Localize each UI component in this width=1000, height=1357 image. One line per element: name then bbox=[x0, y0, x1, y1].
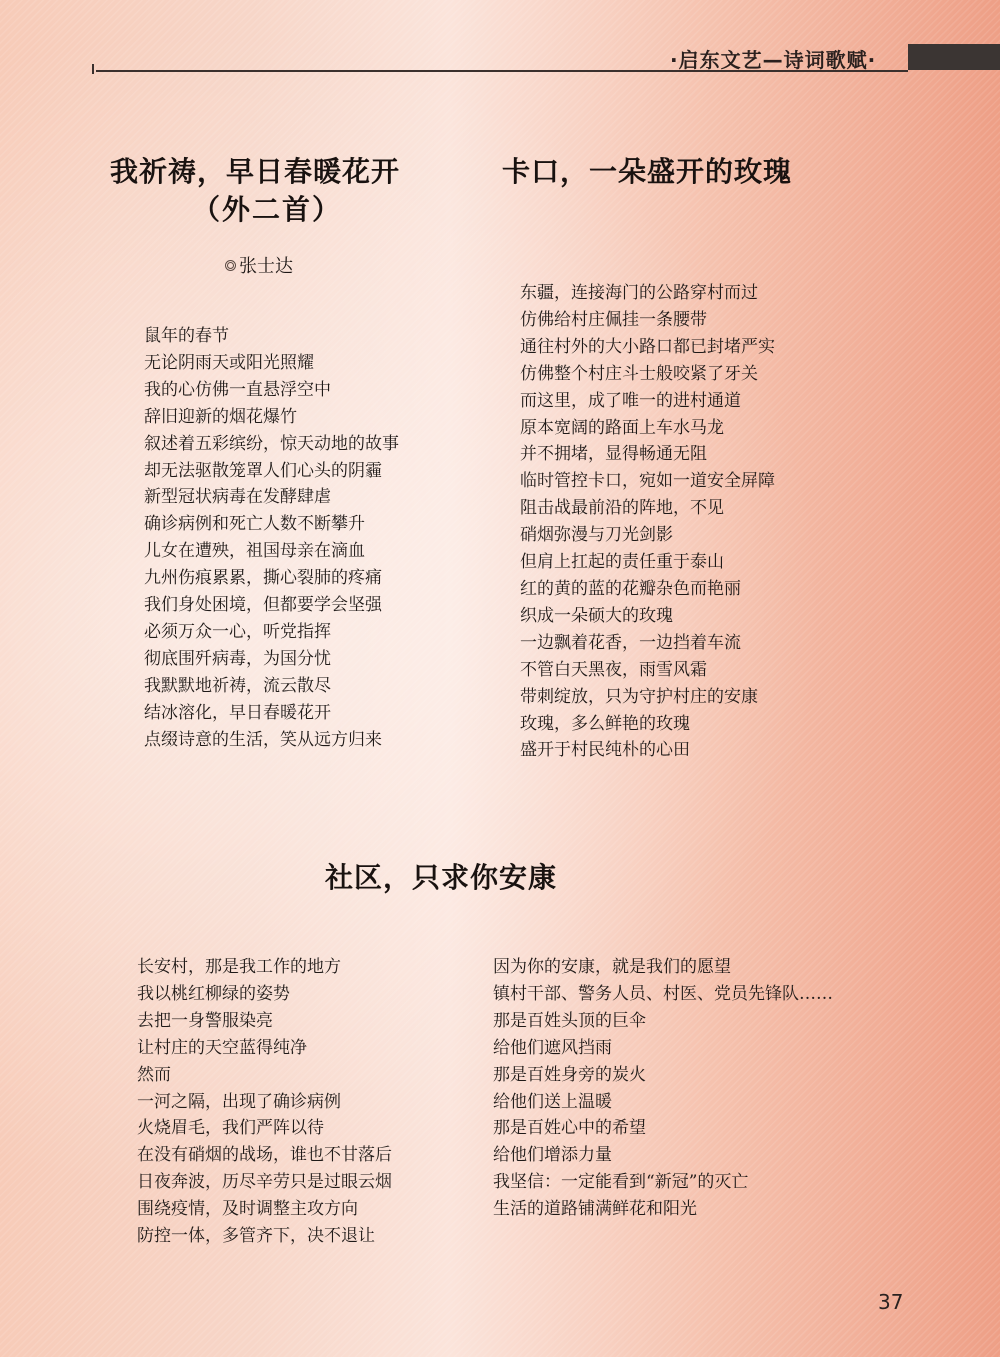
poem-line: 那是百姓头顶的巨伞 bbox=[493, 1010, 646, 1031]
poem-line: 却无法驱散笼罩人们心头的阴霾 bbox=[144, 460, 382, 481]
poem-line: 儿女在遭殃，祖国母亲在滴血 bbox=[144, 541, 365, 562]
poem-line: 一边飘着花香，一边挡着车流 bbox=[520, 632, 741, 653]
poem-line: 红的黄的蓝的花瓣杂色而艳丽 bbox=[520, 578, 741, 599]
poem-line: 盛开于村民纯朴的心田 bbox=[520, 740, 690, 761]
poem-line: 临时管控卡口，宛如一道安全屏障 bbox=[520, 471, 775, 492]
poem-line: 生活的道路铺满鲜花和阳光 bbox=[493, 1199, 697, 1220]
poem-line: 因为你的安康，就是我们的愿望 bbox=[493, 957, 731, 977]
poem-line: 围绕疫情，及时调整主攻方向 bbox=[137, 1199, 358, 1220]
poem-line: 原本宽阔的路面上车水马龙 bbox=[520, 417, 724, 438]
poem-line: 镇村干部、警务人员、村医、党员先锋队…… bbox=[493, 983, 833, 1004]
poem-line: 辞旧迎新的烟花爆竹 bbox=[144, 406, 297, 427]
poem-line: 火烧眉毛，我们严阵以待 bbox=[137, 1118, 324, 1139]
author-name: 张士达 bbox=[239, 256, 293, 277]
poem-line: 我默默地祈祷，流云散尽 bbox=[144, 675, 331, 696]
poem-line: 给他们遮风挡雨 bbox=[493, 1037, 612, 1058]
poem-line: 叙述着五彩缤纷，惊天动地的故事 bbox=[144, 433, 399, 454]
poem-1-subtitle: （外二首） bbox=[192, 193, 343, 226]
poem-line: 让村庄的天空蓝得纯净 bbox=[137, 1037, 307, 1058]
poem-line: 新型冠状病毒在发酵肆虐 bbox=[144, 487, 331, 508]
poem-line: 仿佛整个村庄斗士般咬紧了牙关 bbox=[520, 363, 758, 384]
header-rule-tick bbox=[92, 64, 94, 74]
poem-3-body-left bbox=[137, 954, 392, 1250]
poem-line: 不管白天黑夜，雨雪风霜 bbox=[520, 659, 707, 680]
poem-2-title: 卡口，一朵盛开的玫瑰 bbox=[502, 155, 793, 188]
poem-line: 在没有硝烟的战场，谁也不甘落后 bbox=[137, 1145, 392, 1166]
poem-line: 但肩上扛起的责任重于泰山 bbox=[520, 552, 724, 573]
poem-1-title: 我祈祷，早日春暖花开 bbox=[110, 155, 401, 188]
poem-line: 确诊病例和死亡人数不断攀升 bbox=[144, 514, 365, 535]
page-number: 37 bbox=[878, 1290, 904, 1314]
running-header: ·启东文艺—诗词歌赋· bbox=[670, 48, 877, 72]
poem-line: 我坚信：一定能看到“新冠”的灭亡 bbox=[493, 1172, 749, 1193]
poem-line: 并不拥堵，显得畅通无阻 bbox=[520, 444, 707, 465]
poem-line: 我以桃红柳绿的姿势 bbox=[137, 983, 290, 1004]
poem-3-title: 社区，只求你安康 bbox=[325, 861, 558, 894]
header-color-block bbox=[908, 44, 1000, 70]
poem-line: 我的心仿佛一直悬浮空中 bbox=[144, 379, 331, 400]
double-circle-icon bbox=[225, 260, 236, 271]
poem-1-body bbox=[144, 323, 399, 754]
poem-line: 日夜奔波，历尽辛劳只是过眼云烟 bbox=[137, 1172, 392, 1193]
poem-line: 那是百姓身旁的炭火 bbox=[493, 1064, 646, 1085]
poem-line: 彻底围歼病毒，为国分忧 bbox=[144, 648, 331, 669]
poem-line: 九州伤痕累累，撕心裂肺的疼痛 bbox=[144, 568, 382, 589]
poem-line: 带刺绽放，只为守护村庄的安康 bbox=[520, 686, 758, 707]
poem-line: 硝烟弥漫与刀光剑影 bbox=[520, 525, 673, 546]
poem-line: 给他们增添力量 bbox=[493, 1145, 612, 1166]
poem-line: 必须万众一心，听党指挥 bbox=[144, 621, 331, 642]
poem-line: 去把一身警服染亮 bbox=[137, 1010, 273, 1031]
poem-line: 那是百姓心中的希望 bbox=[493, 1118, 646, 1139]
poem-2-body bbox=[520, 280, 775, 764]
poem-line: 而这里，成了唯一的进村通道 bbox=[520, 390, 741, 411]
poem-line: 鼠年的春节 bbox=[144, 326, 229, 346]
poem-3-body-right bbox=[493, 954, 833, 1223]
poem-line: 仿佛给村庄佩挂一条腰带 bbox=[520, 309, 707, 330]
poem-line: 长安村，那是我工作的地方 bbox=[137, 957, 341, 977]
poem-line: 东疆，连接海门的公路穿村而过 bbox=[520, 283, 758, 303]
poem-line: 无论阴雨天或阳光照耀 bbox=[144, 352, 314, 373]
poem-line: 防控一体，多管齐下，决不退让 bbox=[137, 1226, 375, 1247]
poem-line: 一河之隔，出现了确诊病例 bbox=[137, 1091, 341, 1112]
poem-line: 给他们送上温暖 bbox=[493, 1091, 612, 1112]
poem-line: 玫瑰，多么鲜艳的玫瑰 bbox=[520, 713, 690, 734]
poem-line: 然而 bbox=[137, 1064, 171, 1085]
poem-line: 通往村外的大小路口都已封堵严实 bbox=[520, 336, 775, 357]
author-byline bbox=[225, 252, 293, 278]
poem-line: 点缀诗意的生活，笑从远方归来 bbox=[144, 729, 382, 750]
poem-line: 结冰溶化，早日春暖花开 bbox=[144, 702, 331, 723]
poem-line: 阻击战最前沿的阵地，不见 bbox=[520, 498, 724, 519]
poem-line: 织成一朵硕大的玫瑰 bbox=[520, 605, 673, 626]
poem-line: 我们身处困境，但都要学会坚强 bbox=[144, 595, 382, 616]
